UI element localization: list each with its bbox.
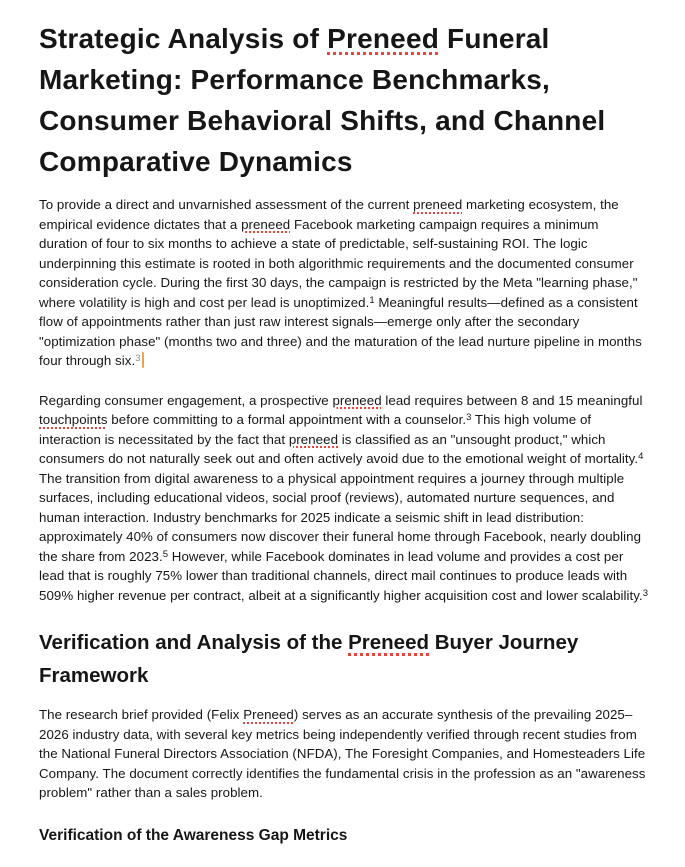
text-run: Buyer Journey Framework xyxy=(39,631,579,687)
text-run: Verification and Analysis of the xyxy=(39,631,349,654)
text-run: This high volume of interaction is necessitated by the fact that xyxy=(39,412,592,447)
text-run: marketing ecosystem, the empirical evidence dictates that a xyxy=(39,197,619,232)
misspelled-word: touchpoints xyxy=(39,412,108,427)
citation-superscript: 4 xyxy=(638,451,644,462)
text-run: Funeral Marketing: Performance Benchmarks, Consumer Behavioral Shifts, and Channel Comparative Dynamics xyxy=(39,23,606,177)
text-run: Verification of the Awareness Gap Metrics xyxy=(39,826,348,844)
text-run: Facebook marketing campaign requires a minimum duration of four to six months to achieve a state of predictable, self-sustaining ROI. The logic underpinning this estimate is rooted in both algorithmic requirements and the documented consumer consideration cycle. During the first 30 days, the campaign is restricted by the Meta "learning phase," where volatility is high and cost per lead is unoptimized. xyxy=(39,216,638,310)
citation-superscript: 5 xyxy=(162,548,169,560)
misspelled-word: preneed xyxy=(241,216,291,232)
misspelled-word: Preneed xyxy=(327,23,440,54)
subsection-heading-awareness-gap xyxy=(39,825,649,846)
text-run: Strategic Analysis of xyxy=(39,23,328,54)
section-heading-verification xyxy=(39,626,649,692)
text-run: Meaningful results—defined as a consistent flow of appointments rather than just raw interest signals—emerge only after the secondary "optimization phase" (months two and three) and the maturation of the lead nurture pipeline in months four through six. xyxy=(39,294,642,368)
text-run: To provide a direct and unvarnished assessment of the current xyxy=(39,197,414,212)
citation-superscript: 1 xyxy=(369,294,375,306)
misspelled-word: preneed xyxy=(413,197,463,212)
misspelled-word: preneed xyxy=(288,431,339,447)
text-run: lead requires between 8 and 15 meaningful xyxy=(381,392,643,408)
text-run: before committing to a formal appointment with a counselor. xyxy=(107,412,467,427)
paragraph-research-brief xyxy=(39,705,649,803)
text-cursor xyxy=(142,352,145,368)
text-run: ) serves as an accurate synthesis of the prevailing 2025–2026 industry data, with several key metrics being independently verified through recent studies from the National Funeral Directors Association (NFDA), The Foresight Companies, and Homesteaders Life Company. The document correctly identifies the fundamental crisis in the profession as an "awareness problem" rather than a sales problem. xyxy=(39,707,646,800)
citation-superscript: 3 xyxy=(466,412,472,423)
paragraph-roi-timeline xyxy=(39,195,649,371)
text-run: However, while Facebook dominates in lead volume and provides a cost per lead that is roughly 75% lower than traditional channels, direct mail continues to produce leads with 509% higher revenue per contract, albeit at a significantly higher acquisition cost and lower scalability. xyxy=(39,548,643,603)
misspelled-word: Preneed xyxy=(243,707,294,722)
text-run: Regarding consumer engagement, a prospective xyxy=(39,392,333,408)
citation-superscript: 3 xyxy=(642,587,649,599)
page-title xyxy=(39,18,649,182)
citation-superscript: 3 xyxy=(135,353,141,364)
misspelled-word: preneed xyxy=(332,392,382,408)
text-run: is classified as an "unsought product," which consumers do not naturally seek out and often actively avoid due to the emotional weight of mortality. xyxy=(39,431,639,466)
paragraph-consumer-engagement xyxy=(39,391,649,606)
text-run: The transition from digital awareness to a physical appointment requires a journey through multiple surfaces, including educational videos, social proof (reviews), automated nurture sequences, and human interaction. Industry benchmarks for 2025 indicate a seismic shift in lead distribution: approximately 40% of consumers now discover their funeral home through Facebook, nearly doubling the share from 2023. xyxy=(39,470,642,564)
text-run: The research brief provided (Felix xyxy=(39,707,244,722)
misspelled-word: Preneed xyxy=(348,631,429,654)
